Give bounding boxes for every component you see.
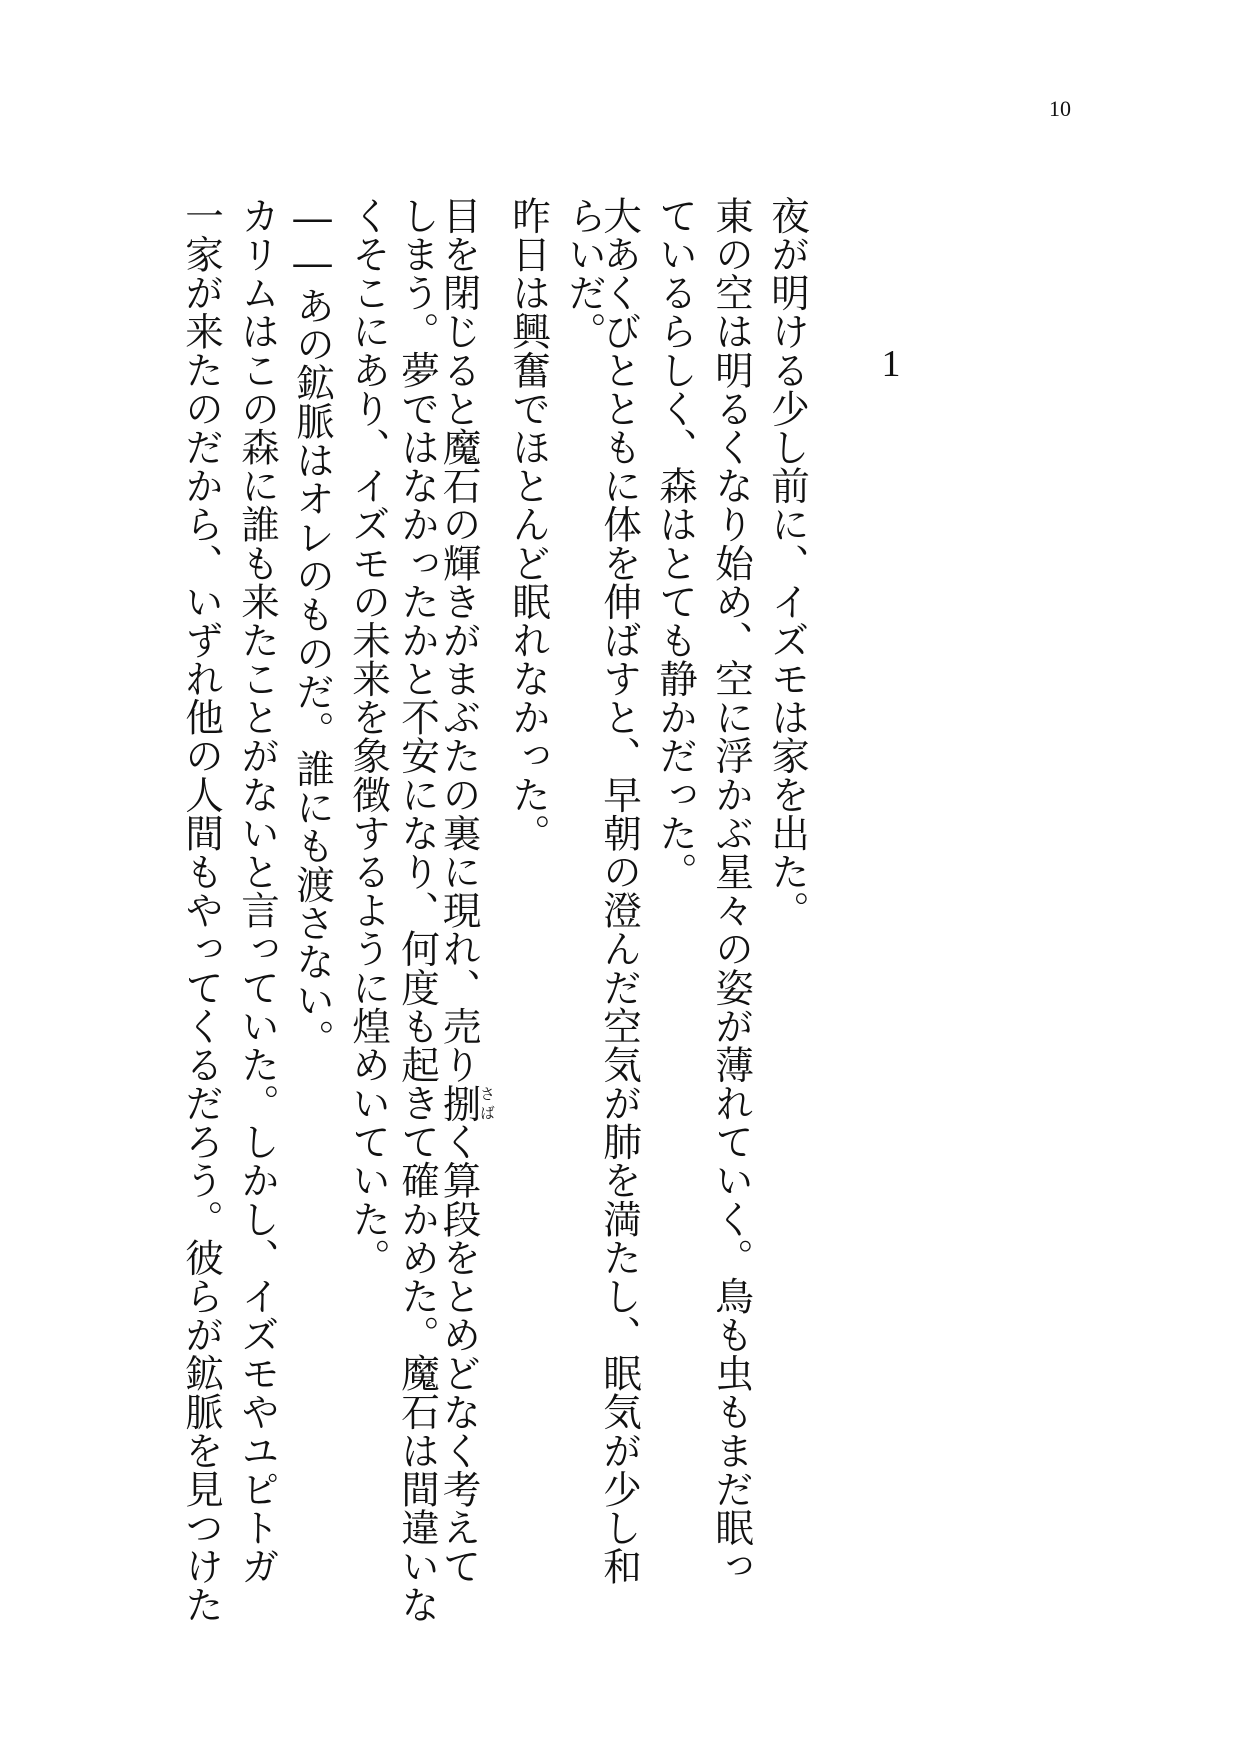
line-text: 夜が明ける少し前に、イズモは家を出た。 (765, 196, 810, 930)
page-number: 10 (1049, 96, 1071, 121)
text-line (290, 196, 334, 1616)
ruby-base: 捌 (436, 1083, 482, 1123)
line-text: 昨日は興奮でほとんど眠れなかった。 (506, 196, 551, 853)
line-text: しまう。夢ではなかったかと不安になり、何度も起きて確かめた。魔石は間違いな (395, 196, 440, 1624)
text-line (395, 196, 440, 1624)
line-text: 大あくびとともに体を伸ばすと、早朝の澄んだ空気が肺を満たし、眠気が少し和 (597, 196, 642, 1586)
text-line (346, 196, 390, 1616)
line-text: 東の空は明るくなり始め、空に浮かぶ星々の姿が薄れていく。鳥も虫もまだ眠っ (709, 196, 754, 1586)
text-line (562, 196, 606, 1616)
text-line (765, 196, 809, 1616)
text-line (653, 196, 697, 1616)
line-text: カリムはこの森に誰も来たことがないと言っていた。しかし、イズモやユピトガ (235, 196, 280, 1586)
text-line (506, 196, 550, 1616)
text-line (436, 196, 496, 1616)
line-text: く算段をとめどなく考えて (436, 1122, 482, 1586)
line-text: くそこにあり、イズモの未来を象徴するように煌めいていた。 (346, 196, 391, 1277)
text-line (179, 196, 224, 1624)
line-text: 一家が来たのだから、いずれ他の人間もやってくるだろう。彼らが鉱脈を見つけた (179, 196, 224, 1624)
text-line (709, 196, 753, 1616)
line-text: 目を閉じると魔石の輝きがまぶたの裏に現れ、売り (436, 196, 482, 1084)
line-text: ――あの鉱脈はオレのものだ。誰にも渡さない。 (290, 196, 335, 1058)
ruby-word (436, 1083, 496, 1123)
chapter-number: 1 (881, 343, 901, 385)
line-text: ているらしく、森はとても静かだった。 (653, 196, 698, 891)
line-text: らいだ。 (562, 196, 607, 351)
ruby-reading: さば (478, 1083, 496, 1123)
text-line (235, 196, 279, 1616)
